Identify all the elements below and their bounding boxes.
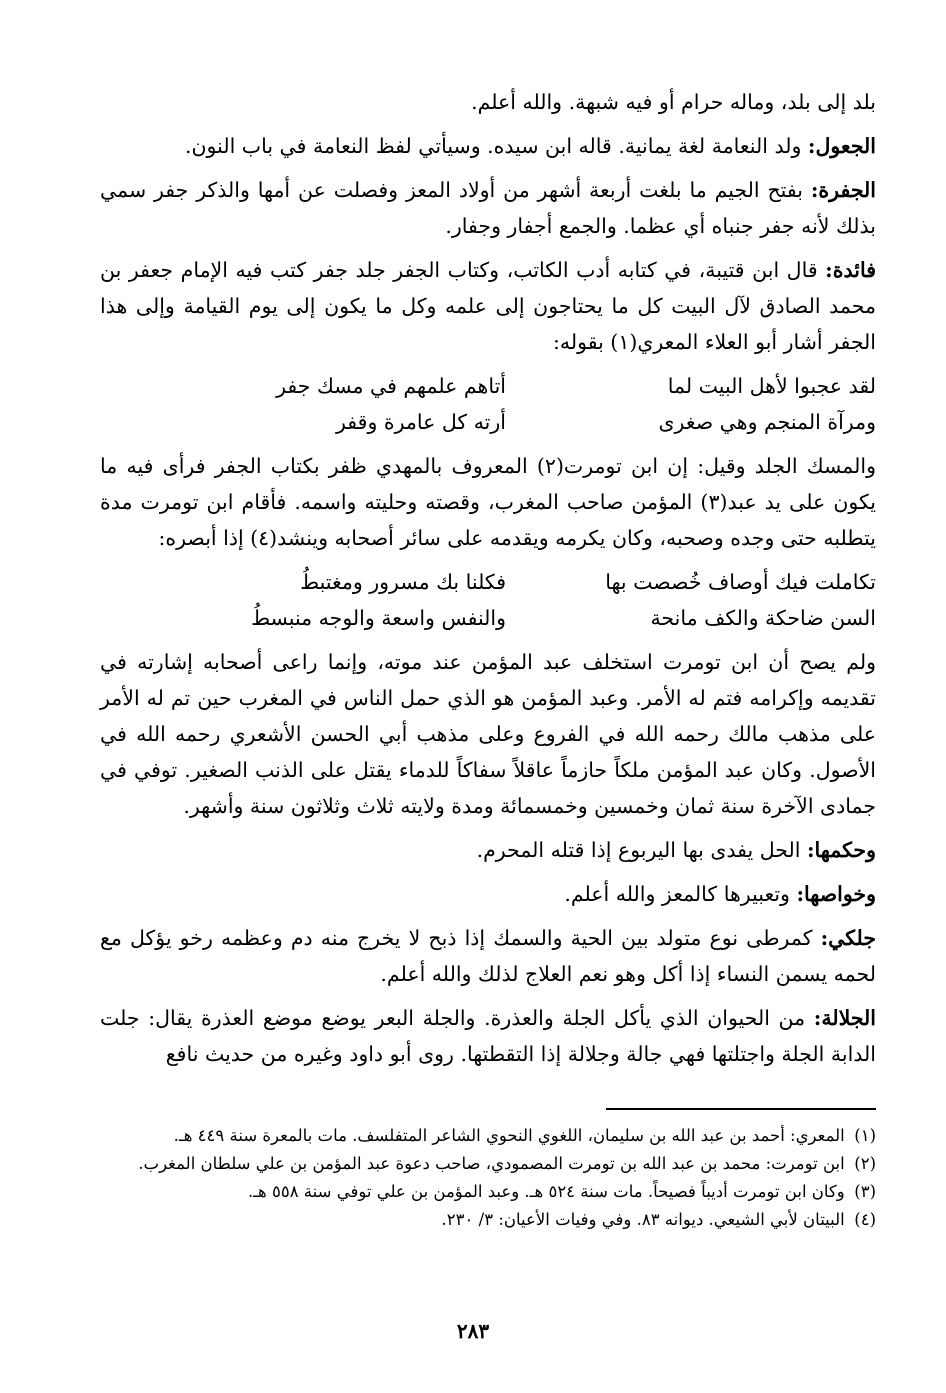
entry-term: وحكمها: — [806, 838, 876, 862]
paragraph-text: بفتح الجيم ما بلغت أربعة أشهر من أولاد المعز وفصلت عن أمها والذكر جفر سمي بذلك لأنه جفر جنباه أي عظما. والجمع أجفار وجفار. — [100, 178, 876, 238]
paragraph-text: كمرطى نوع متولد بين الحية والسمك إذا ذبح لا يخرج منه دم وعظمه رخو يؤكل مع لحمه يسمن النساء إذا أكل وهو نعم العلاج لذلك والله أعلم. — [100, 926, 876, 986]
poem-praise — [100, 564, 876, 636]
poem-verse — [100, 600, 876, 636]
paragraph-abd-al-mumin — [100, 644, 876, 824]
paragraph-text: والمسك الجلد وقيل: إن ابن تومرت(٢) المعروف بالمهدي ظفر بكتاب الجفر فرأى فيه ما يكون على يد عبد(٣) المؤمن صاحب المغرب، وقصته وحليته واسمه. فأقام ابن تومرت مدة يتطلبه حتى وجده وصحبه، وكان يكرمه ويقدمه على سائر أصحابه وينشد(٤) إذا أبصره: — [100, 454, 877, 550]
page-number: ٢٨٣ — [456, 1319, 490, 1343]
paragraph-text: ولم يصح أن ابن تومرت استخلف عبد المؤمن عند موته، وإنما راعى أصحابه إشارته في تقديمه وإكرامه فتم له الأمر. وعبد المؤمن هو الذي حمل الناس في المغرب حين تم له الأمر على مذهب مالك رحمه الله في الفروع وعلى مذهب أبي الحسن الأشعري رحمه الله في الأصول. وكان عبد المؤمن ملكاً حازماً عاقلاً سفاكاً للدماء يقتل على الذنب الصغير. توفي في جمادى الآخرة سنة ثمان وخمسين وخمسمائة ومدة ولايته ثلاث وثلاثون سنة وأشهر. — [100, 650, 876, 818]
entry-term: وخواصها: — [796, 882, 876, 906]
footnote-item — [100, 1122, 876, 1150]
paragraph-text: من الحيوان الذي يأكل الجلة والعذرة. والجلة البعر يوضع موضع العذرة يقال: جلت الدابة الجلة واجتلتها فهي جالة وجلالة إذا التقطتها. روى أبو داود وغيره من حديث نافع — [100, 1006, 876, 1066]
footnote-text: ابن تومرت: محمد بن عبد الله بن تومرت المصمودي، صاحب دعوة عبد المؤمن بن علي سلطان المغرب. — [138, 1154, 845, 1173]
footnote-text: وكان ابن تومرت أديباً فصيحاً. مات سنة ٥٢٤ هـ. وعبد المؤمن بن علي توفي سنة ٥٥٨ هـ. — [247, 1182, 845, 1201]
poem-verse — [100, 368, 876, 404]
paragraph-text: قال ابن قتيبة، في كتابه أدب الكاتب، وكتاب الجفر جلد جفر كتب فيه الإمام جعفر بن محمد الصادق لآل البيت كل ما يحتاجون إلى علمه وكل ما يكون إلى يوم القيامة وإلى هذا الجفر أشار أبو العلاء المعري(١) بقوله: — [100, 258, 876, 354]
paragraph-text: الحل يفدى بها اليربوع إذا قتله المحرم. — [476, 838, 807, 862]
verse-first-hemistich: تكاملت فيك أوصاف خُصصت بها — [605, 570, 876, 594]
verse-second-hemistich: أرته كل عامرة وقفر — [335, 410, 506, 434]
entry-hukmuha — [100, 832, 876, 868]
paragraph-text: ولد النعامة لغة يمانية. قاله ابن سيده. وسيأتي لفظ النعامة في باب النون. — [184, 134, 808, 158]
verse-first-hemistich: لقد عجبوا لأهل البيت لما — [667, 374, 876, 398]
verse-second-hemistich: فكلنا بك مسرور ومغتبطُ — [300, 570, 506, 594]
footnote-number: (٢) — [854, 1154, 876, 1173]
footnote-text: المعري: أحمد بن عبد الله بن سليمان، اللغوي النحوي الشاعر المتفلسف. مات بالمعرة سنة ٤٤٩ هـ. — [173, 1126, 845, 1145]
footnote-item — [100, 1206, 876, 1234]
entry-term: الجفرة: — [810, 178, 876, 202]
poem-verse — [100, 404, 876, 440]
entry-term: الجلالة: — [813, 1006, 876, 1030]
entry-jalala — [100, 1000, 876, 1072]
entry-khawassuha — [100, 876, 876, 912]
verse-first-hemistich: ومرآة المنجم وهي صغرى — [658, 410, 876, 434]
footnote-item — [100, 1178, 876, 1206]
entry-term: الجعول: — [807, 134, 876, 158]
verse-first-hemistich: السن ضاحكة والكف مانحة — [650, 606, 876, 630]
footnote-number: (٣) — [854, 1182, 876, 1201]
footnote-separator — [606, 1108, 876, 1110]
footnote-item — [100, 1150, 876, 1178]
entry-term: فائدة: — [825, 258, 876, 282]
verse-second-hemistich: والنفس واسعة والوجه منبسطُ — [251, 606, 506, 630]
footnote-number: (١) — [854, 1126, 876, 1145]
paragraph-continuation — [100, 84, 876, 120]
entry-jaool — [100, 128, 876, 164]
paragraph-ibn-tumart — [100, 448, 876, 556]
poem-jafr — [100, 368, 876, 440]
entry-faida — [100, 252, 876, 360]
paragraph-text: وتعبيرها كالمعز والله أعلم. — [564, 882, 797, 906]
footnotes — [100, 1122, 876, 1234]
entry-term: جلكي: — [820, 926, 876, 950]
main-text — [100, 84, 876, 1072]
poem-verse — [100, 564, 876, 600]
verse-second-hemistich: أتاهم علمهم في مسك جفر — [276, 374, 506, 398]
entry-jafra — [100, 172, 876, 244]
footnote-text: البيتان لأبي الشيعي. ديوانه ٨٣. وفي وفيات الأعيان: ٣/ ٢٣٠. — [441, 1210, 845, 1229]
paragraph-text: بلد إلى بلد، وماله حرام أو فيه شبهة. والله أعلم. — [471, 90, 876, 114]
footnote-number: (٤) — [854, 1210, 876, 1229]
entry-jalki — [100, 920, 876, 992]
